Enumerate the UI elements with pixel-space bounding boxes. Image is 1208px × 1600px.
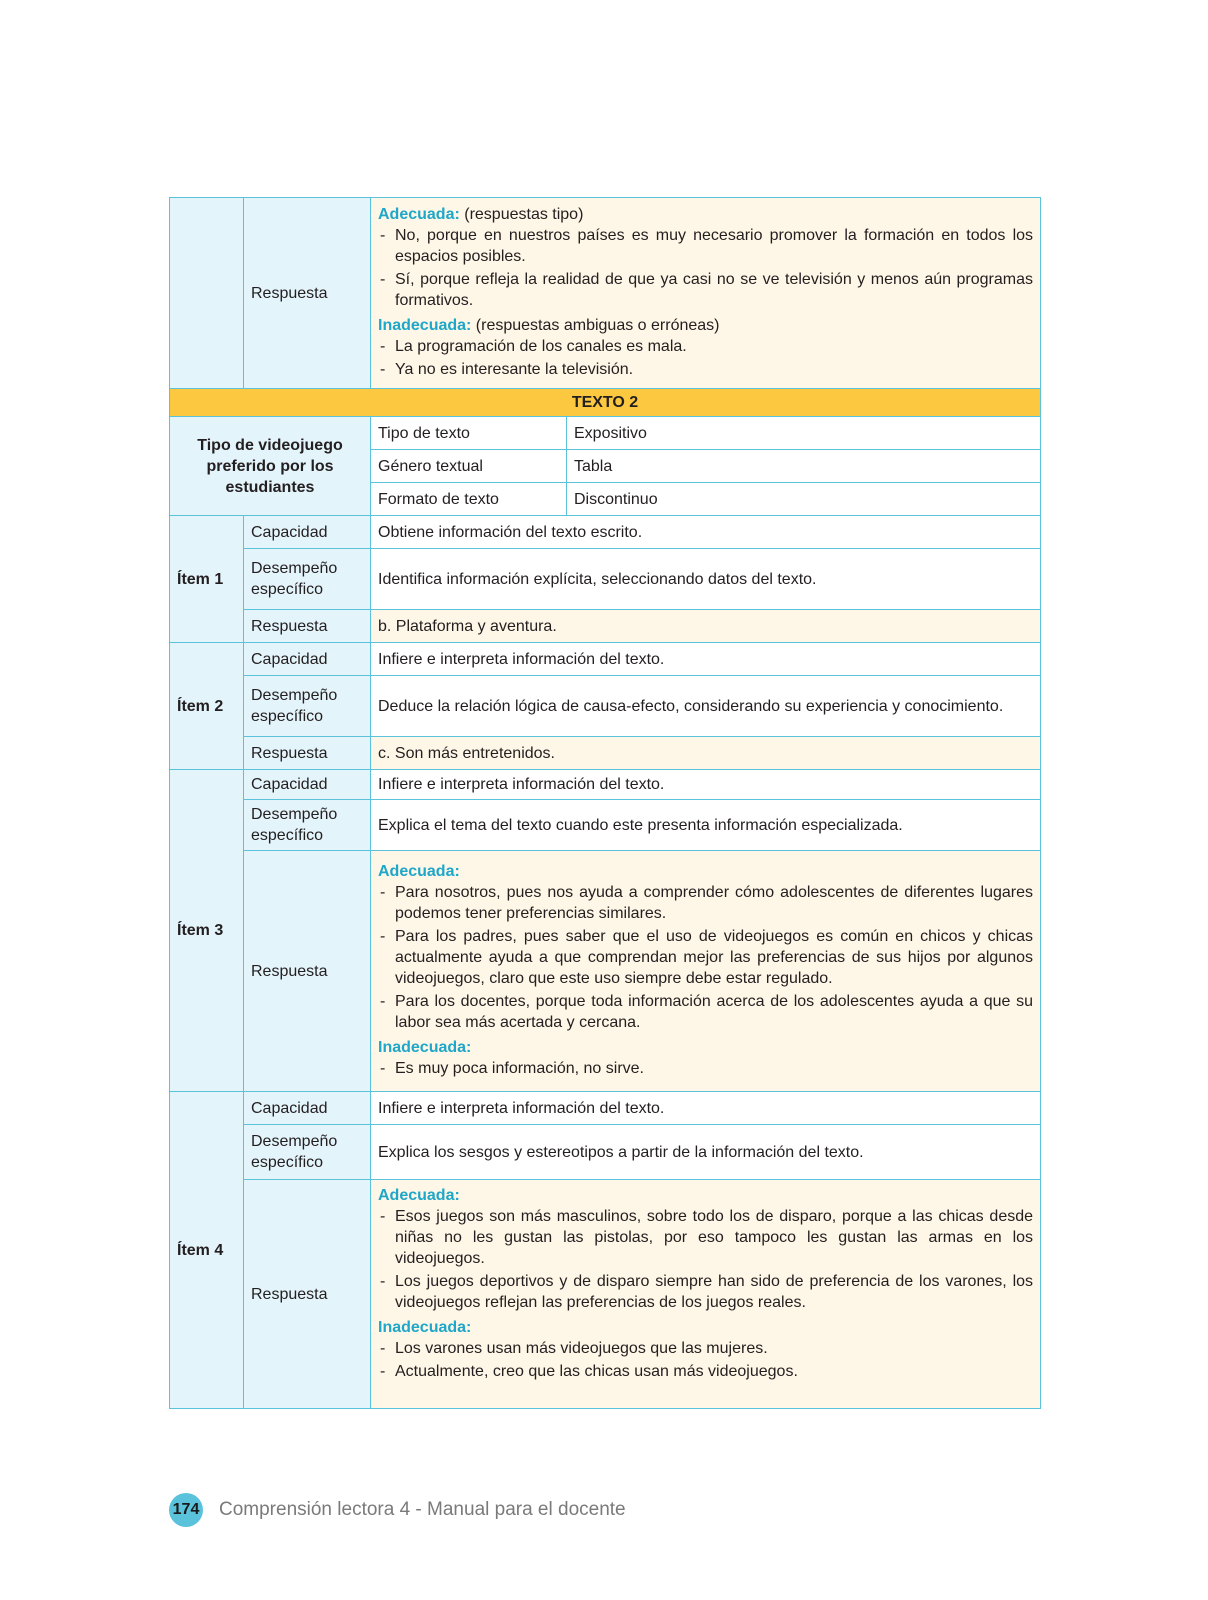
item-row xyxy=(170,800,1041,851)
adecuada-heading: Adecuada: xyxy=(378,205,460,223)
capacidad-text: Obtiene información del texto escrito. xyxy=(371,516,1041,549)
row-label: Capacidad xyxy=(244,770,371,800)
adecuada-list xyxy=(378,882,1033,1033)
item-label: Ítem 2 xyxy=(170,643,244,770)
respuesta-text: c. Son más entretenidos. xyxy=(371,737,1041,770)
info-label: Tipo de texto xyxy=(371,417,567,450)
response-cell xyxy=(371,198,1041,389)
inadecuada-heading: Inadecuada: xyxy=(378,1319,472,1336)
item-row xyxy=(170,770,1041,800)
list-item: - Es muy poca información, no sirve. xyxy=(378,1058,1033,1079)
item-label: Ítem 4 xyxy=(170,1092,244,1409)
row-label: Desempeño específico xyxy=(244,1125,371,1180)
inadecuada-list xyxy=(378,1338,1033,1382)
capacidad-text: Infiere e interpreta información del texto. xyxy=(371,643,1041,676)
info-value: Discontinuo xyxy=(567,483,1041,516)
capacidad-text: Infiere e interpreta información del texto. xyxy=(371,1092,1041,1125)
respuesta-text: b. Plataforma y aventura. xyxy=(371,610,1041,643)
item-row xyxy=(170,1092,1041,1125)
list-item: - Los varones usan más videojuegos que las mujeres. xyxy=(378,1338,1033,1359)
info-label: Género textual xyxy=(371,450,567,483)
list-item: - La programación de los canales es mala. xyxy=(378,336,1033,357)
page-footer xyxy=(169,1493,626,1527)
assessment-table xyxy=(169,197,1041,1409)
row-label: Respuesta xyxy=(244,198,371,389)
prev-item-response-row xyxy=(170,198,1041,389)
item-label: Ítem 3 xyxy=(170,770,244,1092)
page-number: 174 xyxy=(169,1493,203,1527)
prev-item-cell xyxy=(170,198,244,389)
item-row xyxy=(170,851,1041,1092)
item-row xyxy=(170,516,1041,549)
adecuada-heading: Adecuada: xyxy=(378,863,460,880)
adecuada-list xyxy=(378,1206,1033,1313)
row-label: Capacidad xyxy=(244,643,371,676)
list-item: - Sí, porque refleja la realidad de que ya casi no se ve televisión y menos aún programas formativos. xyxy=(378,269,1033,311)
adecuada-note: (respuestas tipo) xyxy=(459,205,584,223)
footer-title: Comprensión lectora 4 - Manual para el docente xyxy=(219,1499,626,1520)
item-row xyxy=(170,610,1041,643)
row-label: Desempeño específico xyxy=(244,676,371,737)
item-row xyxy=(170,737,1041,770)
inadecuada-list xyxy=(378,1058,1033,1079)
info-value: Tabla xyxy=(567,450,1041,483)
inadecuada-note: (respuestas ambiguas o erróneas) xyxy=(471,316,720,334)
item-row xyxy=(170,1180,1041,1409)
row-label: Capacidad xyxy=(244,516,371,549)
banner-row xyxy=(170,389,1041,417)
respuesta-cell xyxy=(371,851,1041,1092)
inadecuada-heading: Inadecuada: xyxy=(378,1039,472,1056)
respuesta-cell xyxy=(371,1180,1041,1409)
item-row xyxy=(170,643,1041,676)
desempeno-text: Explica los sesgos y estereotipos a partir de la información del texto. xyxy=(371,1125,1041,1180)
list-item: - Para los padres, pues saber que el uso de videojuegos es común en chicos y chicas actualmente ayuda a que comprendan mejor las preferencias de sus hijos por algunos videojuegos, claro que este uso siempre debe estar regulado. xyxy=(378,926,1033,989)
list-item: - Actualmente, creo que las chicas usan más videojuegos. xyxy=(378,1361,1033,1382)
list-item: - Esos juegos son más masculinos, sobre todo los de disparo, porque a las chicas desde niñas no les gustan las pistolas, por eso tampoco les gustan las armas en los videojuegos. xyxy=(378,1206,1033,1269)
row-label: Desempeño específico xyxy=(244,800,371,851)
capacidad-text: Infiere e interpreta información del texto. xyxy=(371,770,1041,800)
row-label: Respuesta xyxy=(244,610,371,643)
row-label: Desempeño específico xyxy=(244,549,371,610)
row-label: Respuesta xyxy=(244,851,371,1092)
list-item: - Ya no es interesante la televisión. xyxy=(378,359,1033,380)
row-label: Respuesta xyxy=(244,737,371,770)
info-label: Formato de texto xyxy=(371,483,567,516)
list-item: - Para nosotros, pues nos ayuda a comprender cómo adolescentes de diferentes lugares podemos tener preferencias similares. xyxy=(378,882,1033,924)
list-item: - No, porque en nuestros países es muy necesario promover la formación en todos los espacios posibles. xyxy=(378,225,1033,267)
text-title: Tipo de videojuego preferido por los estudiantes xyxy=(170,417,371,516)
adecuada-heading: Adecuada: xyxy=(378,1187,460,1204)
item-label: Ítem 1 xyxy=(170,516,244,643)
list-item: - Los juegos deportivos y de disparo siempre han sido de preferencia de los varones, los videojuegos reflejan las preferencias de los juegos reales. xyxy=(378,1271,1033,1313)
text-info-row xyxy=(170,417,1041,450)
inadecuada-heading: Inadecuada: xyxy=(378,316,472,334)
row-label: Capacidad xyxy=(244,1092,371,1125)
item-row xyxy=(170,676,1041,737)
item-row xyxy=(170,549,1041,610)
inadecuada-list xyxy=(378,336,1033,380)
desempeno-text: Deduce la relación lógica de causa-efecto, considerando su experiencia y conocimiento. xyxy=(371,676,1041,737)
desempeno-text: Explica el tema del texto cuando este presenta información especializada. xyxy=(371,800,1041,851)
info-value: Expositivo xyxy=(567,417,1041,450)
item-row xyxy=(170,1125,1041,1180)
adecuada-list xyxy=(378,225,1033,311)
section-banner: TEXTO 2 xyxy=(170,389,1041,417)
row-label: Respuesta xyxy=(244,1180,371,1409)
list-item: - Para los docentes, porque toda información acerca de los adolescentes ayuda a que su labor sea más acertada y cercana. xyxy=(378,991,1033,1033)
desempeno-text: Identifica información explícita, seleccionando datos del texto. xyxy=(371,549,1041,610)
